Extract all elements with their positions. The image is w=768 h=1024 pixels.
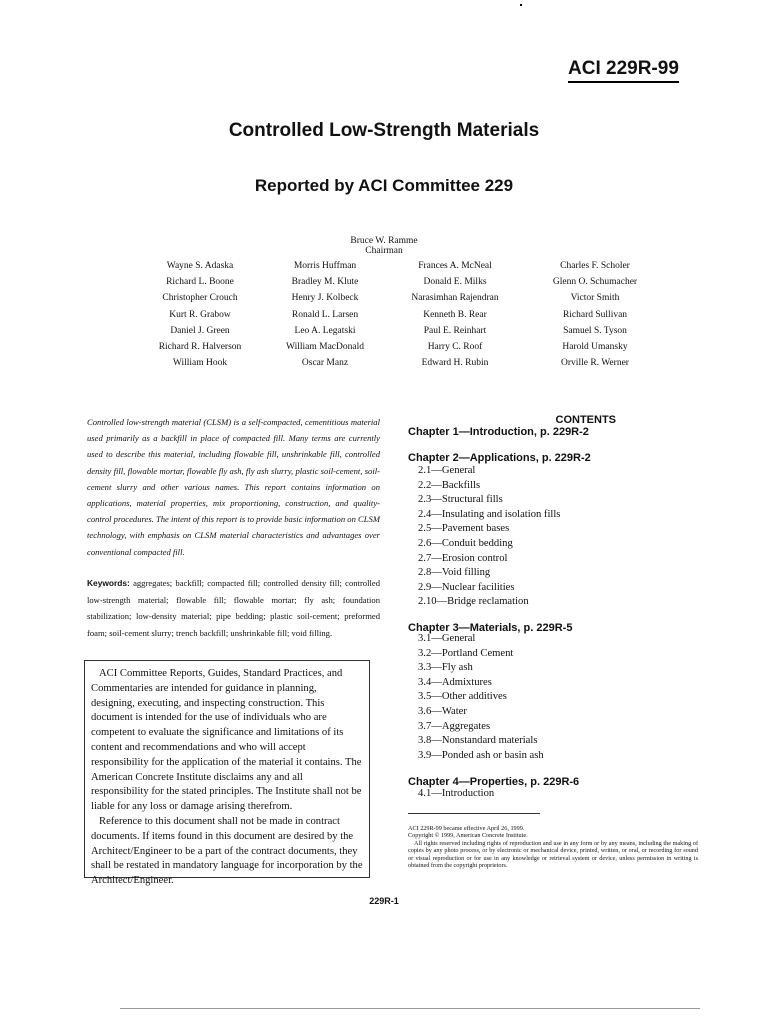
document-title: Controlled Low-Strength Materials xyxy=(228,120,540,141)
member-name: Richard L. Boone xyxy=(166,277,234,288)
committee-subtitle: Reported by ACI Committee 229 xyxy=(254,176,514,195)
member-name: Victor Smith xyxy=(570,293,620,304)
member-name: Richard Sullivan xyxy=(562,309,628,320)
member-name: William Hook xyxy=(172,358,228,369)
chairman-role: Chairman xyxy=(365,246,403,256)
member-name: Frances A. McNeal xyxy=(418,261,492,271)
member-name: Oscar Manz xyxy=(301,358,349,369)
abstract: Controlled low-strength material (CLSM) is a self-compacted, cementitious material used primarily as a backfill in place of compacted fill. Many terms are currently used to describe this material, including flowable fill, unshrinkable fill, controlled density fill, flowable mortar, flowable fly ash, fly ash slurry, plastic soil-cement, soil-cement slurry and other various names. This report contains information on applications, material properties, mix proportioning, construction, and quality-control procedures. The intent of this report is to provide basic information on CLSM technology, with emphasis on CLSM material characteristics and advantages over conventional compacted fill. xyxy=(87,417,380,557)
toc-chapter-3-sections xyxy=(408,632,544,763)
member-name: Richard R. Halverson xyxy=(158,341,242,352)
member-name: Glenn O. Schumacher xyxy=(552,277,638,288)
member-name: Narasimhan Rajendran xyxy=(411,293,499,304)
member-name: Bradley M. Klute xyxy=(291,277,359,288)
chairman-block xyxy=(0,236,768,256)
member-name: Daniel J. Green xyxy=(170,325,230,336)
member-name: Wayne S. Adaska xyxy=(166,261,234,271)
toc-section: 3.3—Fly ash xyxy=(418,662,473,674)
toc-section: 2.4—Insulating and isolation fills xyxy=(418,508,561,520)
keywords-label: Keywords: xyxy=(87,578,130,588)
toc-section: 3.2—Portland Cement xyxy=(418,647,514,659)
toc-section: 2.7—Erosion control xyxy=(418,552,508,564)
toc-section: 2.5—Pavement bases xyxy=(418,523,510,535)
toc-chapter-4-sections xyxy=(408,787,494,802)
page-number: 229R-1 xyxy=(369,896,399,906)
member-name: Ronald L. Larsen xyxy=(291,309,359,320)
contents-heading-block xyxy=(408,414,708,426)
member-name: Harold Umansky xyxy=(562,341,628,352)
toc-chapter-4: Chapter 4—Properties, p. 229R-6 xyxy=(408,776,580,788)
toc-section: 3.5—Other additives xyxy=(418,691,507,703)
toc-section: 2.1—General xyxy=(418,465,476,476)
footnote-divider xyxy=(408,813,540,814)
disclaimer-paragraph: Reference to this document shall not be made in contract documents. If items found in this document are desired by the Architect/Engineer to be a part of the contract documents, they shall be restated in mandatory language for incorporation by the Architect/Engineer. xyxy=(91,815,363,887)
toc-chapter-2: Chapter 2—Applications, p. 229R-2 xyxy=(408,452,591,464)
member-name: Paul E. Reinhart xyxy=(423,325,487,336)
toc-section: 2.10—Bridge reclamation xyxy=(418,596,529,608)
toc-section: 2.9—Nuclear facilities xyxy=(418,581,515,593)
copyright-notice xyxy=(408,825,698,869)
member-name: Harry C. Roof xyxy=(427,341,483,352)
keywords xyxy=(87,575,380,641)
toc-chapter-3: Chapter 3—Materials, p. 229R-5 xyxy=(408,622,573,634)
members-column-4 xyxy=(520,258,670,371)
members-column-1 xyxy=(130,258,270,371)
chairman-name: Bruce W. Ramme xyxy=(350,236,418,246)
disclaimer-notice-box xyxy=(84,660,370,887)
members-column-3 xyxy=(390,258,520,371)
disclaimer-paragraph: ACI Committee Reports, Guides, Standard Practices, and Commentaries are intended for guidance in planning, designing, executing, and inspecting construction. This document is intended for the use of individuals who are competent to evaluate the significance and limitations of its content and recommendations and who will accept responsibility for the application of the material it contains. The American Concrete Institute disclaims any and all responsibility for the stated principles. The Institute shall not be liable for any loss or damage arising therefrom. xyxy=(91,668,362,813)
member-name: Christopher Crouch xyxy=(162,293,238,304)
rights-statement: All rights reserved including rights of reproduction and use in any form or by any means, including the making of copies by any photo process, or by electronic or mechanical device, printed, written, or oral, or recording for sound or visual reproduction or for use in any knowledge or retrieval system or device, unless permission in writing is obtained from the copyright proprietors. xyxy=(408,839,698,870)
toc-section: 3.7—Aggregates xyxy=(418,720,491,732)
member-name: Henry J. Kolbeck xyxy=(291,293,359,304)
toc-section: 2.6—Conduit bedding xyxy=(418,537,513,549)
toc-section: 2.8—Void filling xyxy=(418,567,491,579)
contents-title: CONTENTS xyxy=(555,414,616,426)
page-mark xyxy=(520,4,522,6)
document-number: ACI 229R-99 xyxy=(568,58,679,83)
member-name: Kenneth B. Rear xyxy=(423,309,487,320)
member-name: Leo A. Legatski xyxy=(294,325,356,336)
toc-section: 3.9—Ponded ash or basin ash xyxy=(418,749,544,761)
member-name: Orville R. Werner xyxy=(561,358,629,369)
toc-chapter-2-sections xyxy=(408,464,560,610)
keywords-text: aggregates; backfill; compacted fill; controlled density fill; controlled low-strength material; flowable fill; flowable mortar; fly ash; foundation stabilization; low-density material; pipe bedding; plastic soil-cement; preformed foam; soil-cement slurry; trench backfill; unshrinkable fill; void filling. xyxy=(87,578,380,638)
member-name: Donald E. Milks xyxy=(423,277,487,288)
members-column-2 xyxy=(260,258,390,371)
member-name: Charles F. Scholer xyxy=(560,261,630,271)
member-name: Edward H. Rubin xyxy=(421,358,489,369)
toc-chapter-1: Chapter 1—Introduction, p. 229R-2 xyxy=(408,426,589,438)
member-name: William MacDonald xyxy=(286,341,364,352)
toc-section: 2.3—Structural fills xyxy=(418,494,503,506)
toc-section: 2.2—Backfills xyxy=(418,479,481,491)
member-name: Morris Huffman xyxy=(293,261,357,271)
member-name: Kurt R. Grabow xyxy=(169,309,231,320)
member-name: Samuel S. Tyson xyxy=(563,325,627,336)
toc-section: 4.1—Introduction xyxy=(418,788,495,799)
toc-section: 3.4—Admixtures xyxy=(418,676,492,688)
page-edge-line xyxy=(120,1008,700,1009)
copyright-line: Copyright © 1999, American Concrete Institute. xyxy=(408,832,528,840)
toc-section: 3.1—General xyxy=(418,633,476,644)
toc-section: 3.6—Water xyxy=(418,705,467,717)
effective-date: ACI 229R-99 became effective April 26, 1999. xyxy=(408,825,525,832)
toc-section: 3.8—Nonstandard materials xyxy=(418,735,538,747)
